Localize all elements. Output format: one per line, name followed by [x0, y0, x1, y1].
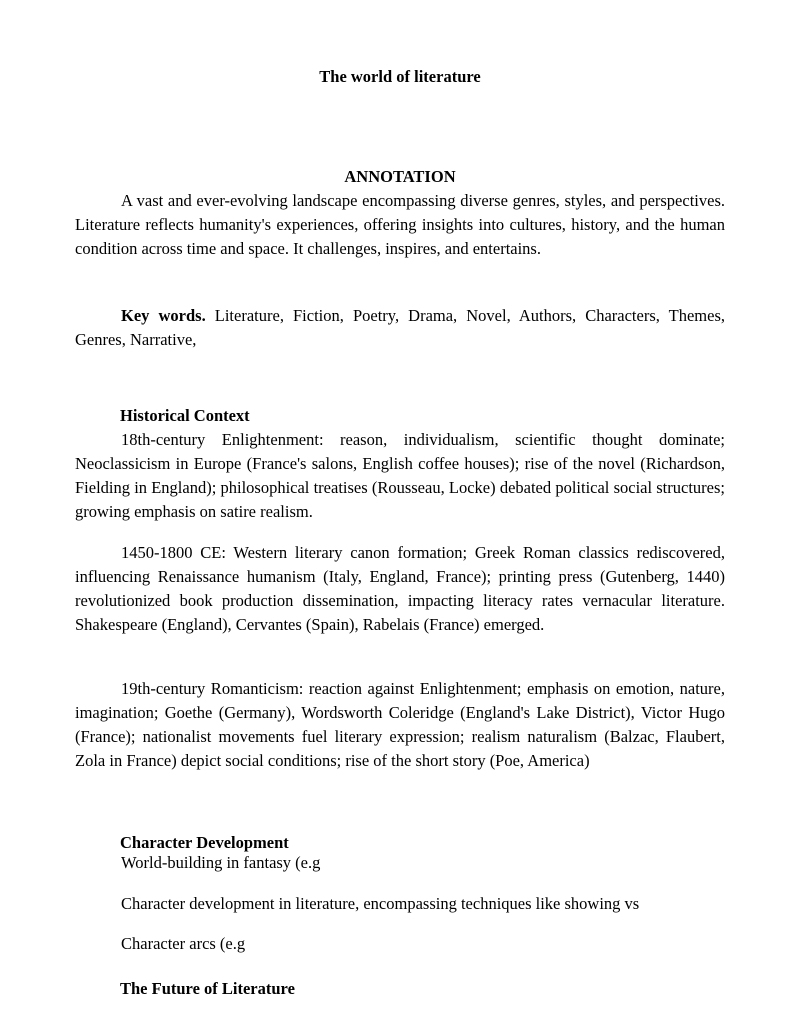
annotation-heading: ANNOTATION [344, 167, 456, 186]
character-development-heading: Character Development [120, 833, 289, 852]
character-line: World-building in fantasy (e.g [121, 853, 321, 872]
keywords-text: Literature, Fiction, Poetry, Drama, Novel, Authors, Characters, Themes, Genres, Narrative, [75, 306, 726, 349]
historical-paragraph: 19th-century Romanticism: reaction against Enlightenment; emphasis on emotion, nature, imagination; Goethe (Germany), Wordsworth Coleridge (England's Lake District), Victor Hugo (France); nationalist movements fuel literary expression; realism naturalism (Balzac, Flaubert, Zola in France) depict social conditions; rise of the short story (Poe, America) [75, 679, 725, 770]
future-heading: The Future of Literature [120, 979, 295, 998]
keywords-paragraph [75, 304, 725, 352]
keywords-label: Key words. [121, 306, 206, 325]
character-line: Character arcs (e.g [121, 934, 246, 953]
character-line: Character development in literature, encompassing techniques like showing vs [121, 894, 640, 913]
document-title: The world of literature [319, 67, 481, 86]
historical-context-heading: Historical Context [120, 406, 250, 425]
historical-paragraph: 18th-century Enlightenment: reason, individualism, scientific thought dominate; Neoclassicism in Europe (France's salons, English coffee houses); rise of the novel (Richardson, Fielding in England); philosophical treatises (Rousseau, Locke) debated political social structures; growing emphasis on satire realism. [75, 430, 725, 521]
annotation-text: A vast and ever-evolving landscape encompassing diverse genres, styles, and perspectives. Literature reflects humanity's experiences, offering insights into cultures, history, and the human condition across time and space. It challenges, inspires, and entertains. [75, 191, 725, 258]
historical-paragraph: 1450-1800 CE: Western literary canon formation; Greek Roman classics rediscovered, influencing Renaissance humanism (Italy, England, France); printing press (Gutenberg, 1440) revolutionized book production dissemination, impacting literacy rates vernacular literature. Shakespeare (England), Cervantes (Spain), Rabelais (France) emerged. [75, 543, 725, 634]
